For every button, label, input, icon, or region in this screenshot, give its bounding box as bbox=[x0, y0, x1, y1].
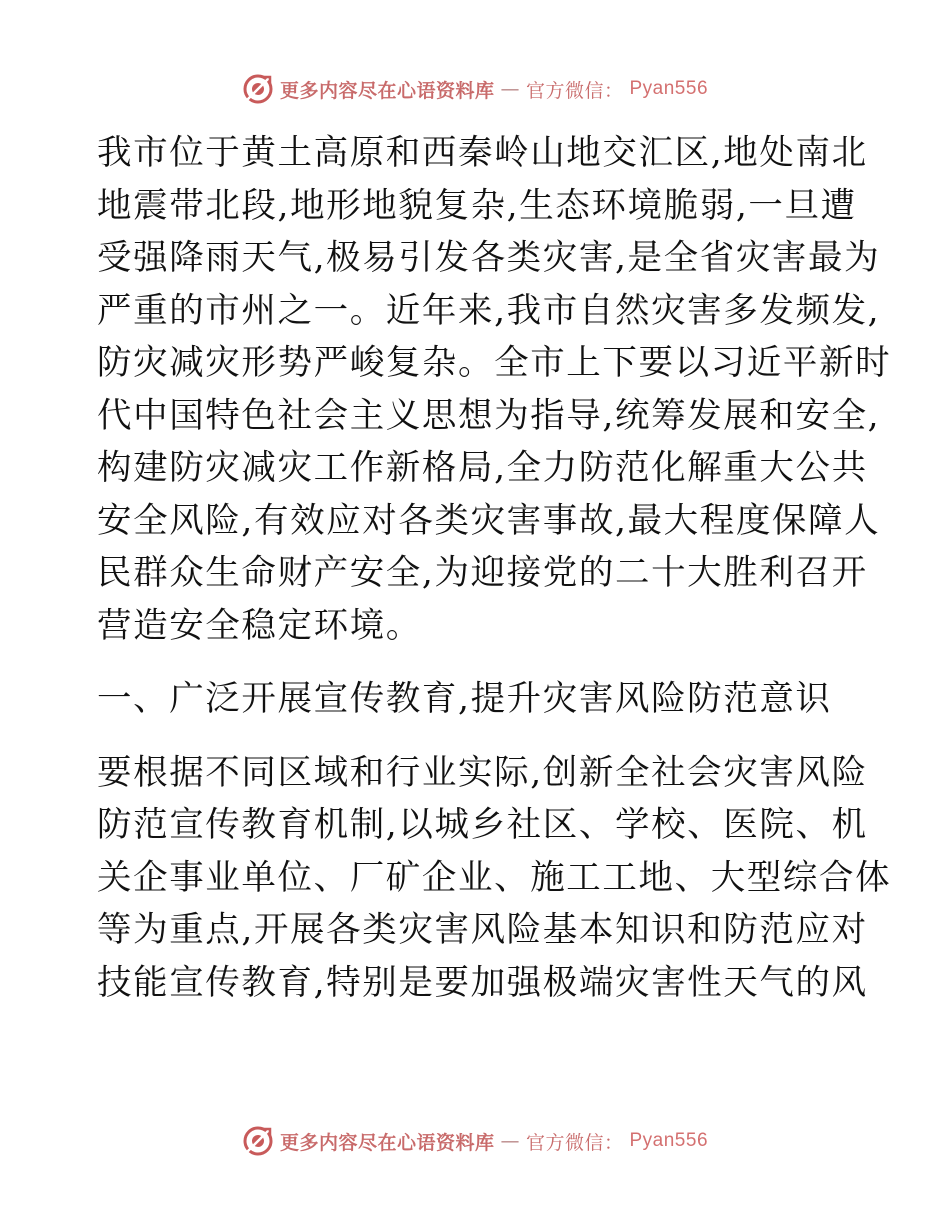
watermark-official-label: 官方微信： bbox=[525, 1131, 624, 1154]
paragraph-section-1 bbox=[97, 747, 892, 1010]
watermark-official-label: 官方微信： bbox=[525, 79, 624, 102]
text-line: 防灾减灾形势严峻复杂。全市上下要以习近平新时 bbox=[97, 343, 892, 383]
header-watermark bbox=[0, 73, 950, 105]
heading-text: 一、广泛开展宣传教育,提升灾害风险防范意识 bbox=[97, 679, 832, 719]
text-line: 民群众生命财产安全,为迎接党的二十大胜利召开 bbox=[97, 553, 868, 593]
text-line: 营造安全稳定环境。 bbox=[97, 605, 422, 646]
text-line: 安全风险,有效应对各类灾害事故,最大程度保障人 bbox=[97, 500, 881, 541]
text-line: 代中国特色社会主义思想为指导,统筹发展和安全, bbox=[97, 395, 881, 436]
watermark-separator: — bbox=[500, 1130, 520, 1152]
text-line: 我市位于黄土高原和西秦岭山地交汇区,地处南北 bbox=[97, 133, 868, 173]
brand-logo-icon bbox=[242, 1125, 274, 1157]
watermark-wechat-id: Pyan556 bbox=[629, 78, 709, 99]
watermark-separator: — bbox=[500, 78, 520, 100]
text-line: 受强降雨天气,极易引发各类灾害,是全省灾害最为 bbox=[97, 238, 881, 278]
text-line: 技能宣传教育,特别是要加强极端灾害性天气的风 bbox=[97, 962, 868, 1003]
document-body bbox=[97, 127, 892, 1009]
footer-watermark bbox=[0, 1125, 950, 1157]
text-line: 防范宣传教育机制,以城乡社区、学校、医院、机 bbox=[97, 805, 868, 845]
watermark-name: 更多内容尽在心语资料库 bbox=[279, 79, 495, 102]
section-heading-1 bbox=[97, 673, 857, 726]
text-line: 地震带北段,地形地貌复杂,生态环境脆弱,一旦遭 bbox=[97, 185, 857, 226]
text-line: 要根据不同区域和行业实际,创新全社会灾害风险 bbox=[97, 752, 868, 793]
text-line: 等为重点,开展各类灾害风险基本知识和防范应对 bbox=[97, 910, 868, 950]
brand-logo-icon bbox=[242, 73, 274, 105]
watermark-name: 更多内容尽在心语资料库 bbox=[279, 1131, 495, 1154]
text-line: 构建防灾减灾工作新格局,全力防范化解重大公共 bbox=[97, 448, 868, 488]
watermark-wechat-id: Pyan556 bbox=[629, 1130, 709, 1151]
text-line: 严重的市州之一。近年来,我市自然灾害多发频发, bbox=[97, 290, 881, 331]
text-line: 关企事业单位、厂矿企业、施工工地、大型综合体 bbox=[97, 857, 892, 898]
paragraph-intro bbox=[97, 127, 892, 652]
